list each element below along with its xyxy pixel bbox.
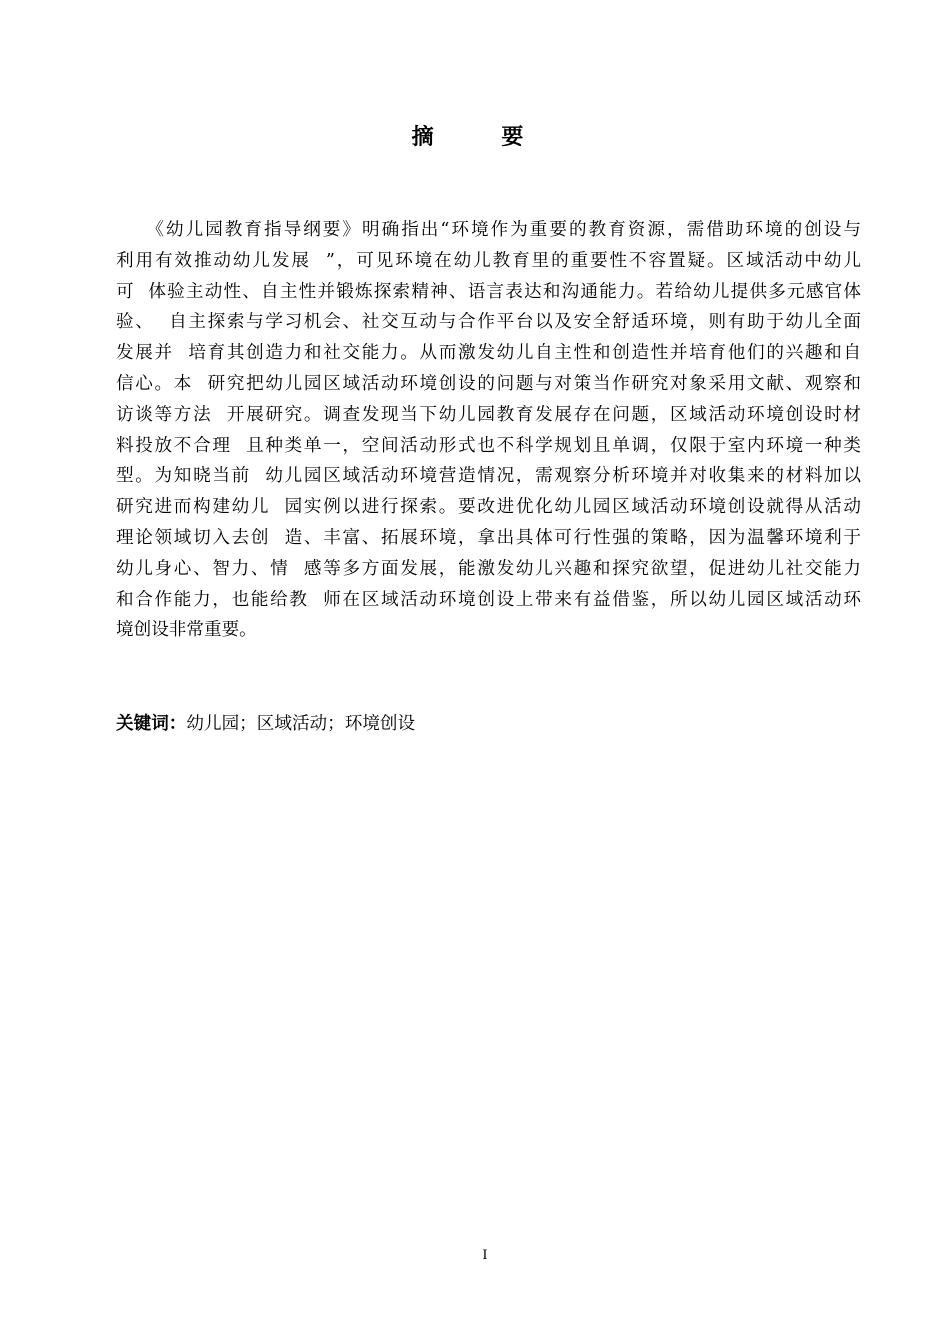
- abstract-line: 《幼儿园教育指导纲要》明确指出“环境作为重要的教育资源，需借助环境的创设与: [116, 220, 861, 240]
- abstract-line: 发展并 培育其创造力和社交能力。从而激发幼儿自主性和创造性并培育他们的兴趣和自: [116, 343, 861, 364]
- keywords-label: 关键词：: [116, 714, 187, 734]
- abstract-line: 利用有效推动幼儿发展 ”，可见环境在幼儿教育里的重要性不容置疑。区域活动中幼儿: [116, 250, 861, 271]
- abstract-line: 信心。本 研究把幼儿园区域活动环境创设的问题与对策当作研究对象采用文献、观察和: [116, 373, 861, 394]
- abstract-line: 境创设非常重要。: [116, 620, 257, 641]
- abstract-title: 摘 要: [411, 125, 554, 150]
- abstract-line: 幼儿身心、智力、情 感等多方面发展，能激发幼儿兴趣和探究欲望，促进幼儿社交能力: [116, 558, 861, 579]
- abstract-line: 理论领域切入去创 造、丰富、拓展环境，拿出具体可行性强的策略，因为温馨环境利于: [116, 527, 861, 548]
- keywords: [116, 709, 415, 739]
- page-number: I: [482, 1248, 488, 1263]
- abstract-line: 型。为知晓当前 幼儿园区域活动环境营造情况，需观察分析环境并对收集来的材料加以: [116, 466, 861, 487]
- abstract-line: 料投放不合理 且种类单一，空间活动形式也不科学规划且单调，仅限于室内环境一种类: [116, 435, 861, 456]
- keywords-value: 幼儿园；区域活动；环境创设: [186, 714, 416, 734]
- abstract-line: 和合作能力，也能给教 师在区域活动环境创设上带来有益借鉴，所以幼儿园区域活动环: [116, 589, 861, 610]
- abstract-line: 可 体验主动性、自主性并锻炼探索精神、语言表达和沟通能力。若给幼儿提供多元感官体: [116, 281, 861, 302]
- abstract-line: 访谈等方法 开展研究。调查发现当下幼儿园教育发展存在问题，区域活动环境创设时材: [116, 404, 861, 425]
- abstract-line: 研究进而构建幼儿 园实例以进行探索。要改进优化幼儿园区域活动环境创设就得从活动: [116, 497, 861, 518]
- abstract-body: [116, 215, 861, 646]
- abstract-line: 验、 自主探索与学习机会、社交互动与合作平台以及安全舒适环境，则有助于幼儿全面: [116, 312, 861, 333]
